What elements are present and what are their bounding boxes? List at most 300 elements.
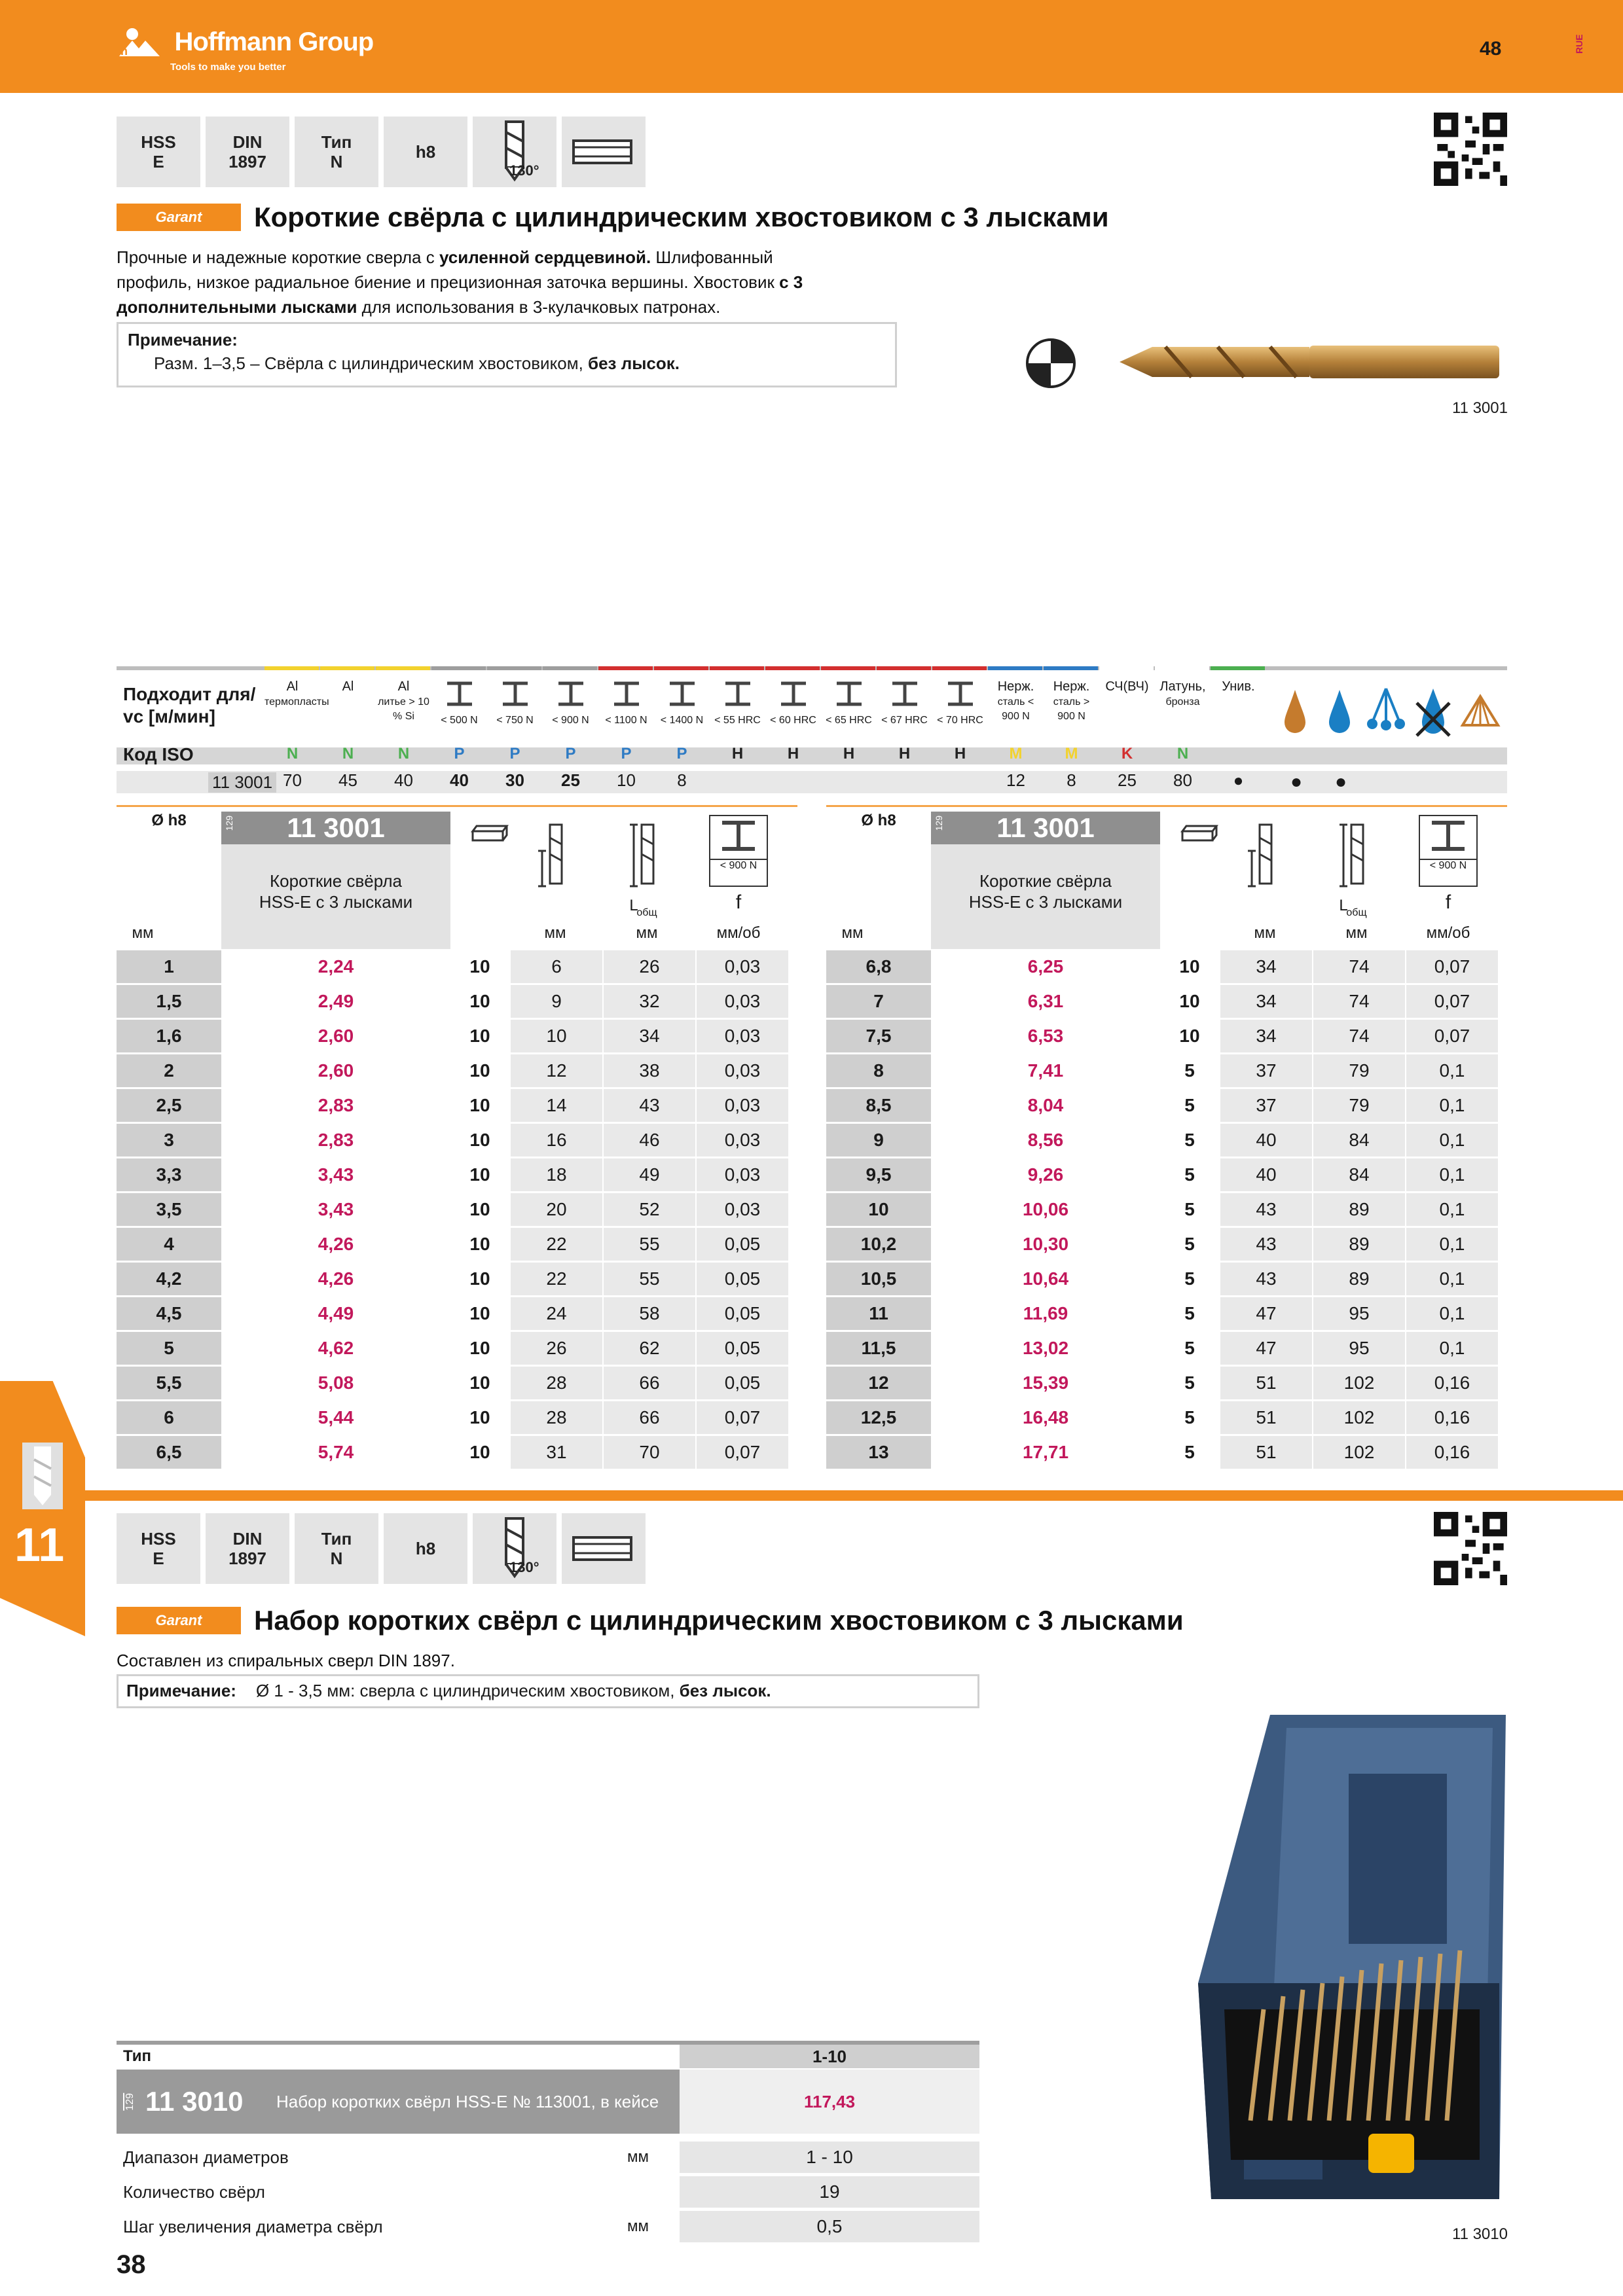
set-code: 11 3010 <box>145 2086 244 2117</box>
pack-qty-cell: 5 <box>1184 1303 1195 1323</box>
feed-cell: 0,03 <box>697 1193 788 1226</box>
usage-column-header: Al литье > 10 % Si <box>378 679 429 722</box>
product-desc: Короткие свёрла HSS-E с 3 лысками <box>259 871 413 912</box>
feed-cell: 0,07 <box>1406 950 1498 983</box>
price-cell: 2,49 <box>318 991 354 1011</box>
section1-description: Прочные и надежные короткие сверла с усиленной сердцевиной. Шлифованный профиль, низкое радиальное биение и прецизионная заточка вершины. Хвостовик с 3 дополнительными лысками для использования в 3-кулачковых патронах. <box>117 247 803 317</box>
product-code-header[interactable] <box>931 812 1160 844</box>
cutting-speed: 25 <box>1118 770 1137 790</box>
cutting-speed: 10 <box>617 770 636 790</box>
pack-qty-cell: 10 <box>469 1338 490 1358</box>
spec-tag-material: HSS E <box>117 1513 200 1584</box>
steel-beam-icon <box>888 681 921 707</box>
total-length-cell: 52 <box>604 1193 695 1226</box>
spec-tag-type: Тип N <box>295 117 378 187</box>
brand-tagline: Tools to make you better <box>170 62 286 73</box>
usage-column-header: СЧ(ВЧ) <box>1105 679 1149 694</box>
spec-tags <box>117 117 646 187</box>
iso-code: N <box>286 745 299 762</box>
cutting-speed: 12 <box>1006 770 1025 790</box>
qr-code-icon[interactable] <box>1434 113 1507 186</box>
feed-900-label: < 900 N <box>710 859 767 872</box>
usage-column-header: < 65 HRC <box>826 715 872 726</box>
total-length-cell: 62 <box>604 1332 695 1365</box>
price-cell: 7,41 <box>1027 1060 1064 1081</box>
iso-code: N <box>342 745 354 762</box>
cutting-speed: 80 <box>1173 770 1192 790</box>
steel-beam-icon <box>610 681 643 707</box>
flute-length-cell: 40 <box>1220 1158 1312 1191</box>
price-cell: 4,62 <box>318 1338 354 1358</box>
flute-length-cell: 28 <box>511 1367 602 1399</box>
feed-cell: 0,1 <box>1406 1263 1498 1295</box>
price-cell: 9,26 <box>1027 1164 1064 1185</box>
table-row[interactable] <box>826 1332 1498 1365</box>
table-row[interactable] <box>117 1089 788 1122</box>
table-row[interactable] <box>117 1297 788 1330</box>
usage-band <box>1099 666 1154 670</box>
pack-qty-cell: 10 <box>1179 1026 1200 1046</box>
table-row[interactable] <box>117 1263 788 1295</box>
diameter-cell: 4,2 <box>117 1263 221 1295</box>
iso-code: M <box>1065 745 1078 762</box>
feed-cell: 0,1 <box>1406 1158 1498 1191</box>
usage-band <box>765 666 820 670</box>
total-length-icon <box>627 818 666 897</box>
price-cell: 4,26 <box>318 1268 354 1289</box>
unit-mm: мм <box>636 924 658 942</box>
usage-band <box>877 666 931 670</box>
iso-code: P <box>454 745 465 762</box>
mist-icon <box>1364 683 1408 742</box>
section2-heading <box>117 1605 1184 1636</box>
steel-beam-icon <box>721 681 754 707</box>
table-row[interactable] <box>826 1436 1498 1469</box>
pack-qty-cell: 10 <box>469 1060 490 1081</box>
page-ref: 129 <box>934 816 944 831</box>
usage-column-header: < 70 HRC <box>937 715 983 726</box>
feed-cell: 0,03 <box>697 1158 788 1191</box>
price-cell: 15,39 <box>1022 1372 1069 1393</box>
set-spec-row <box>117 2210 979 2244</box>
table-row[interactable] <box>826 950 1498 983</box>
cutting-speed: 25 <box>561 770 580 790</box>
total-length-cell: 95 <box>1313 1332 1405 1365</box>
diameter-cell: 10,5 <box>826 1263 931 1295</box>
cutting-speed: ● <box>1233 770 1244 790</box>
table-header <box>117 812 797 949</box>
feed-label: f <box>735 891 742 913</box>
spec-tag-tolerance: h8 <box>384 117 467 187</box>
diameter-cell: 1,5 <box>117 985 221 1018</box>
feed-cell: 0,16 <box>1406 1367 1498 1399</box>
table-row[interactable] <box>117 1401 788 1434</box>
section2-description: Составлен из спиральных сверл DIN 1897. <box>117 1651 455 1670</box>
spec-tag-din: DIN 1897 <box>206 117 289 187</box>
total-length-cell: 79 <box>1313 1054 1405 1087</box>
flute-length-icon <box>1245 818 1285 897</box>
total-length-label: L <box>1339 897 1348 914</box>
usage-band <box>821 666 875 670</box>
diameter-cell: 9 <box>826 1124 931 1157</box>
spec-tags-2 <box>117 1513 646 1584</box>
price-cell: 17,71 <box>1022 1442 1069 1462</box>
table-row[interactable] <box>826 1228 1498 1261</box>
table-row[interactable] <box>826 1158 1498 1191</box>
qr-code-icon[interactable] <box>1434 1512 1507 1585</box>
table-row[interactable] <box>826 1193 1498 1226</box>
iso-code: H <box>731 745 744 762</box>
flute-length-cell: 10 <box>511 1020 602 1052</box>
flute-length-cell: 43 <box>1220 1263 1312 1295</box>
table-row[interactable] <box>117 1436 788 1469</box>
pack-qty-cell: 5 <box>1184 1442 1195 1462</box>
set-desc: Набор коротких свёрл HSS-E № 113001, в кейсе <box>276 2091 659 2111</box>
total-length-cell: 74 <box>1313 950 1405 983</box>
table-row[interactable] <box>117 1193 788 1226</box>
dry-drop-icon <box>1275 683 1315 742</box>
diameter-cell: 11 <box>826 1297 931 1330</box>
flute-length-cell: 20 <box>511 1193 602 1226</box>
table-row[interactable] <box>826 1367 1498 1399</box>
feed-cell: 0,1 <box>1406 1332 1498 1365</box>
pack-qty-cell: 10 <box>469 991 490 1011</box>
feed-cell: 0,03 <box>697 1089 788 1122</box>
diameter-cell: 12,5 <box>826 1401 931 1434</box>
iso-code: H <box>954 745 966 762</box>
coolant-mark: ● <box>1290 771 1303 793</box>
table-row[interactable] <box>117 1124 788 1157</box>
diameter-cell: 5 <box>117 1332 221 1365</box>
diameter-cell: 8 <box>826 1054 931 1087</box>
usage-column-header: Al термопласты <box>264 679 329 708</box>
usage-band <box>543 666 597 670</box>
brand-name: Hoffmann Group <box>174 27 374 56</box>
set-product-row[interactable] <box>117 2070 979 2134</box>
unit-mm: мм <box>841 924 864 942</box>
table-row[interactable] <box>826 1263 1498 1295</box>
feed-cell: 0,07 <box>1406 985 1498 1018</box>
steel-beam-icon <box>443 681 476 707</box>
pack-qty-cell: 10 <box>469 1372 490 1393</box>
feed-cell: 0,03 <box>697 1124 788 1157</box>
steel-beam-icon <box>555 681 587 707</box>
diameter-cell: 3 <box>117 1124 221 1157</box>
flute-length-cell: 28 <box>511 1401 602 1434</box>
price-cell: 3,43 <box>318 1164 354 1185</box>
total-length-cell: 38 <box>604 1054 695 1087</box>
section1-note: Примечание: Разм. 1–3,5 – Свёрла с цилиндрическим хвостовиком, без лысок. <box>117 322 897 387</box>
usage-band <box>710 666 764 670</box>
feed-cell: 0,03 <box>697 1020 788 1052</box>
flute-length-cell: 34 <box>1220 1020 1312 1052</box>
cutting-speed: 30 <box>505 770 524 790</box>
diameter-cell: 5,5 <box>117 1367 221 1399</box>
product-code: 11 3001 <box>287 812 385 843</box>
diameter-cell: 3,3 <box>117 1158 221 1191</box>
svg-text:h: h <box>120 45 128 58</box>
total-length-cell: 102 <box>1313 1367 1405 1399</box>
garant-badge: Garant <box>117 204 241 231</box>
flute-length-cell: 51 <box>1220 1401 1312 1434</box>
hoffmann-logo-icon <box>117 26 168 58</box>
total-length-cell: 58 <box>604 1297 695 1330</box>
total-length-label: L <box>629 897 638 914</box>
feed-cell: 0,03 <box>697 1054 788 1087</box>
image-code-2: 11 3010 <box>1452 2225 1508 2243</box>
unit-mm: мм <box>1254 924 1276 942</box>
spec-unit: мм <box>627 2148 649 2166</box>
spec-tag-material: HSS E <box>117 117 200 187</box>
flute-length-cell: 6 <box>511 950 602 983</box>
diameter-cell: 3,5 <box>117 1193 221 1226</box>
pack-qty-cell: 10 <box>469 1442 490 1462</box>
total-length-cell: 102 <box>1313 1401 1405 1434</box>
price-cell: 10,30 <box>1022 1234 1069 1254</box>
iso-code: P <box>565 745 576 762</box>
spec-unit: мм <box>627 2217 649 2235</box>
price-cell: 6,53 <box>1027 1026 1064 1046</box>
diameter-cell: 6,5 <box>117 1436 221 1469</box>
table-row[interactable] <box>826 1124 1498 1157</box>
usage-column-header: < 60 HRC <box>770 715 816 726</box>
price-cell: 11,69 <box>1023 1303 1068 1323</box>
pack-qty-cell: 10 <box>469 1026 490 1046</box>
steel-beam-icon <box>833 681 866 707</box>
unit-mm: мм <box>1345 924 1368 942</box>
price-cell: 5,08 <box>318 1372 354 1393</box>
product-code-header[interactable] <box>221 812 450 844</box>
diameter-cell: 2,5 <box>117 1089 221 1122</box>
table-row[interactable] <box>117 985 788 1018</box>
feed-cell: 0,07 <box>1406 1020 1498 1052</box>
diameter-cell: 6 <box>117 1401 221 1434</box>
pack-qty-cell: 10 <box>469 1407 490 1427</box>
usage-band <box>376 666 430 670</box>
flute-length-icon <box>536 818 575 897</box>
pack-qty-cell: 10 <box>469 1234 490 1254</box>
flute-length-cell: 51 <box>1220 1367 1312 1399</box>
feed-cell: 0,16 <box>1406 1401 1498 1434</box>
table-row[interactable] <box>826 1297 1498 1330</box>
short-drill-image <box>1113 332 1506 391</box>
pack-qty-cell: 10 <box>469 1164 490 1185</box>
pack-qty-cell: 10 <box>469 1130 490 1150</box>
total-length-sub: общ <box>1346 907 1367 918</box>
usage-column-header: < 1400 N <box>660 715 704 726</box>
language-code: RUE <box>1574 34 1584 54</box>
total-length-cell: 102 <box>1313 1436 1405 1469</box>
total-length-cell: 55 <box>604 1263 695 1295</box>
diameter-cell: 12 <box>826 1367 931 1399</box>
section2-title: Набор коротких свёрл с цилиндрическим хвостовиком с 3 лысками <box>254 1605 1184 1636</box>
table-top-line <box>117 805 797 807</box>
diameter-cell: 6,8 <box>826 950 931 983</box>
material-suitability-table <box>117 666 1507 795</box>
table-row[interactable] <box>117 1158 788 1191</box>
usage-band <box>431 666 486 670</box>
pack-qty-cell: 10 <box>469 1303 490 1323</box>
total-length-cell: 79 <box>1313 1089 1405 1122</box>
feed-cell: 0,05 <box>697 1228 788 1261</box>
pack-qty-cell: 10 <box>469 956 490 977</box>
cutting-speed: 45 <box>338 770 357 790</box>
usage-band <box>654 666 708 670</box>
unit-f: мм/об <box>1426 924 1470 942</box>
drill-angle-icon <box>473 117 556 187</box>
feed-cell: 0,07 <box>697 1401 788 1434</box>
usage-column-header: Латунь, бронза <box>1159 679 1206 708</box>
usage-band <box>1211 666 1265 670</box>
flute-length-cell: 12 <box>511 1054 602 1087</box>
set-spec-row <box>117 2140 979 2174</box>
feed-cell: 0,1 <box>1406 1297 1498 1330</box>
set-price: 117,43 <box>680 2070 979 2134</box>
drill-angle-icon <box>473 1513 556 1584</box>
flute-length-cell: 18 <box>511 1158 602 1191</box>
emulsion-drop-icon <box>1320 683 1359 742</box>
price-cell: 5,74 <box>318 1442 354 1462</box>
table-row[interactable] <box>826 985 1498 1018</box>
feed-cell: 0,1 <box>1406 1193 1498 1226</box>
usage-band <box>264 666 319 670</box>
total-length-cell: 84 <box>1313 1158 1405 1191</box>
steel-beam-icon <box>499 681 532 707</box>
iso-code: P <box>621 745 632 762</box>
price-cell: 6,25 <box>1027 956 1064 977</box>
flute-length-cell: 34 <box>1220 985 1312 1018</box>
brand-logo[interactable] <box>117 26 374 73</box>
section2-note: Примечание: Ø 1 - 3,5 мм: сверла с цилиндрическим хвостовиком, без лысок. <box>117 1674 979 1708</box>
total-length-cell: 34 <box>604 1020 695 1052</box>
table-row[interactable] <box>117 1020 788 1052</box>
price-cell: 10,64 <box>1022 1268 1069 1289</box>
price-cell: 2,83 <box>318 1130 354 1150</box>
diameter-cell: 13 <box>826 1436 931 1469</box>
feed-cell: 0,03 <box>697 950 788 983</box>
pack-icon <box>1180 818 1219 897</box>
unit-f: мм/об <box>716 924 761 942</box>
flute-length-cell: 22 <box>511 1263 602 1295</box>
flute-length-cell: 51 <box>1220 1436 1312 1469</box>
spec-label: Диапазон диаметров <box>123 2147 289 2167</box>
price-cell: 6,31 <box>1027 991 1064 1011</box>
garant-badge: Garant <box>117 1607 241 1634</box>
spec-label: Количество свёрл <box>123 2181 265 2202</box>
iso-code: P <box>676 745 687 762</box>
total-length-cell: 84 <box>1313 1124 1405 1157</box>
iso-code: H <box>843 745 855 762</box>
feed-box <box>709 815 768 887</box>
usage-column-header: Al <box>342 679 354 694</box>
set-product-cell: 129 11 3010 Набор коротких свёрл HSS-E № 113001, в кейсе <box>117 2070 680 2134</box>
usage-row-code: 11 3001 <box>208 772 276 793</box>
usage-column-header: < 500 N <box>441 715 478 726</box>
diameter-cell: 10,2 <box>826 1228 931 1261</box>
pack-qty-cell: 10 <box>1179 991 1200 1011</box>
flute-length-cell: 24 <box>511 1297 602 1330</box>
price-cell: 8,04 <box>1027 1095 1064 1115</box>
feed-cell: 0,07 <box>697 1436 788 1469</box>
pack-qty-cell: 5 <box>1184 1060 1195 1081</box>
product-code: 11 3001 <box>996 812 1095 843</box>
flute-length-cell: 9 <box>511 985 602 1018</box>
total-length-cell: 66 <box>604 1367 695 1399</box>
page-number: 48 <box>1480 38 1502 60</box>
feed-cell: 0,1 <box>1406 1124 1498 1157</box>
usage-band <box>487 666 541 670</box>
flute-length-cell: 34 <box>1220 950 1312 983</box>
steel-beam-icon <box>666 681 699 707</box>
cutting-speed: 40 <box>450 770 469 790</box>
table-row[interactable] <box>826 1054 1498 1087</box>
usage-title: Подходит для/ vc [м/мин] <box>123 684 256 726</box>
total-length-cell: 74 <box>1313 985 1405 1018</box>
feed-900-label: < 900 N <box>1420 859 1476 872</box>
steel-beam-icon <box>777 681 810 707</box>
diameter-cell: 1 <box>117 950 221 983</box>
diameter-cell: 11,5 <box>826 1332 931 1365</box>
flute-length-cell: 16 <box>511 1124 602 1157</box>
spec-value: 0,5 <box>680 2211 979 2242</box>
table-row[interactable] <box>826 1401 1498 1434</box>
section-divider <box>0 1490 1623 1501</box>
total-length-cell: 89 <box>1313 1263 1405 1295</box>
price-cell: 5,44 <box>318 1407 354 1427</box>
iso-code: N <box>1176 745 1189 762</box>
flute-length-cell: 47 <box>1220 1297 1312 1330</box>
iso-code: H <box>787 745 799 762</box>
table-row[interactable] <box>117 1332 788 1365</box>
iso-code: P <box>509 745 520 762</box>
feed-cell: 0,16 <box>1406 1436 1498 1469</box>
diameter-cell: 2 <box>117 1054 221 1087</box>
price-cell: 10,06 <box>1022 1199 1069 1219</box>
diameter-cell: 1,6 <box>117 1020 221 1052</box>
usage-band <box>320 666 374 670</box>
pack-qty-cell: 5 <box>1184 1199 1195 1219</box>
table-row[interactable] <box>117 1367 788 1399</box>
flute-length-cell: 22 <box>511 1228 602 1261</box>
cutting-speed: 70 <box>283 770 302 790</box>
diameter-cell: 4,5 <box>117 1297 221 1330</box>
feed-cell: 0,1 <box>1406 1228 1498 1261</box>
table-row[interactable] <box>826 1020 1498 1052</box>
set-type-row: Тип 1-10 <box>117 2045 979 2068</box>
usage-column-header: Унив. <box>1222 679 1255 694</box>
feed-cell: 0,05 <box>697 1332 788 1365</box>
flute-length-cell: 40 <box>1220 1124 1312 1157</box>
section1-title: Короткие свёрла с цилиндрическим хвостовиком с 3 лысками <box>254 202 1109 232</box>
chapter-number: 11 <box>14 1519 65 1571</box>
pack-qty-cell: 5 <box>1184 1164 1195 1185</box>
usage-band <box>988 666 1042 670</box>
spec-label: Шаг увеличения диаметра свёрл <box>123 2216 383 2236</box>
section1-heading <box>117 202 1109 233</box>
total-length-cell: 49 <box>604 1158 695 1191</box>
internal-cooling-icon <box>1459 683 1502 742</box>
table-row[interactable] <box>826 1089 1498 1122</box>
price-cell: 2,24 <box>318 956 354 977</box>
feed-cell: 0,03 <box>697 985 788 1018</box>
pack-qty-cell: 5 <box>1184 1095 1195 1115</box>
price-cell: 2,83 <box>318 1095 354 1115</box>
table-row[interactable] <box>117 950 788 983</box>
diameter-cell: 7 <box>826 985 931 1018</box>
table-row[interactable] <box>117 1228 788 1261</box>
table-row[interactable] <box>117 1054 788 1087</box>
usage-band <box>598 666 653 670</box>
